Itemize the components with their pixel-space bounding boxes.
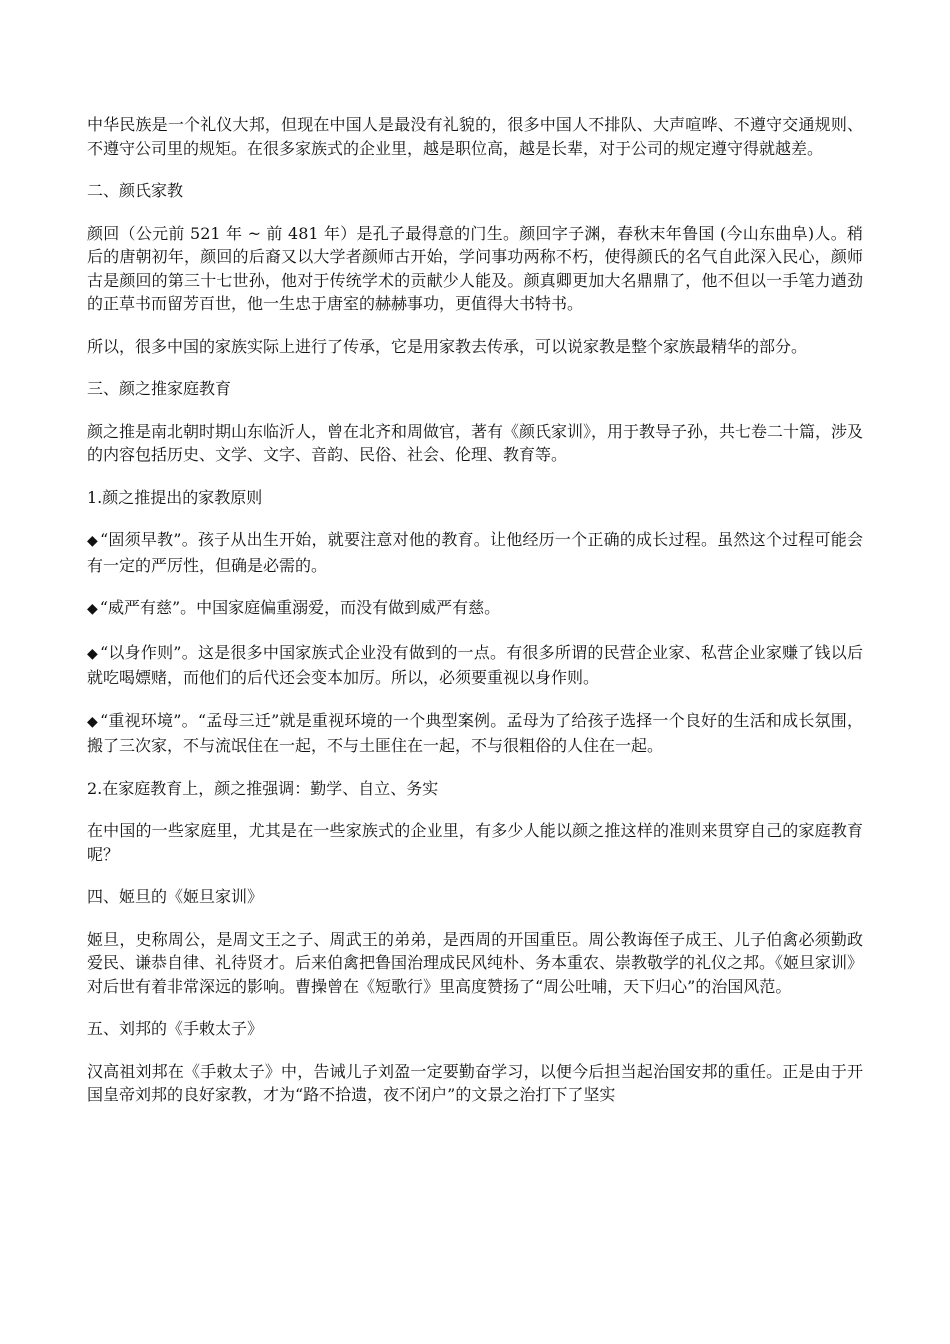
- family-education-question-paragraph: 在中国的一些家庭里，尤其是在一些家族式的企业里，有多少人能以颜之推这样的准则来贯穿自己的家庭教育呢？: [87, 821, 863, 864]
- ji-dan-paragraph: 姬旦，史称周公，是周文王之子、周武王的弟弟，是西周的开国重臣。周公教诲侄子成王、儿子伯禽必须勤政爱民、谦恭自律、礼待贤才。后来伯禽把鲁国治理成民风纯朴、务本重农、崇教敬学的礼仪之邦。《姬旦家训》对后世有着非常深远的影响。曹操曾在《短歌行》里高度赞扬了“周公吐哺，天下归心”的治国风范。: [87, 929, 864, 996]
- bullet-text: “固须早教”。孩子从出生开始，就要注意对他的教育。让他经历一个正确的成长过程。虽然这个过程可能会有一定的严厉性，但确是必需的。: [87, 530, 863, 575]
- section-heading-ji-dan: 四、姬旦的《姬旦家训》: [87, 887, 264, 906]
- document-page: [87, 113, 863, 1126]
- diamond-bullet-icon: ◆: [87, 713, 98, 730]
- bullet-text: “威严有慈”。中国家庭偏重溺爱，而没有做到威严有慈。: [99, 598, 501, 617]
- bullet-item: [87, 641, 863, 690]
- subheading-principles: 1.颜之推提出的家教原则: [87, 487, 263, 507]
- bullet-text: “重视环境”。“孟母三迁”就是重视环境的一个典型案例。孟母为了给孩子选择一个良好的生活和成长氛围，搬了三次家，不与流氓住在一起，不与土匪住在一起，不与很粗俗的人住在一起。: [87, 710, 863, 755]
- yan-hui-paragraph: 颜回（公元前 521 年 ~ 前 481 年）是孔子最得意的门生。颜回字子渊，春秋末年鲁国 (今山东曲阜)人。稍后的唐朝初年，颜回的后裔又以大学者颜师古开始，学问事功两称不朽，使得颜氏的名气自此深入民心，颜师古是颜回的第三十七世孙，他对于传统学术的贡献少人能及。颜真卿更加大名鼎鼎了，他不但以一手笔力遒劲的正草书而留芳百世，他一生忠于唐室的赫赫事功，更值得大书特书。: [87, 223, 863, 313]
- bullet-item: [87, 528, 863, 577]
- diamond-bullet-icon: ◆: [87, 601, 98, 617]
- section-heading-liu-bang: 五、刘邦的《手敕太子》: [87, 1019, 264, 1038]
- subheading-emphasis: 2.在家庭教育上，颜之推强调：勤学、自立、务实: [87, 778, 439, 798]
- bullet-item: [87, 596, 863, 622]
- diamond-bullet-icon: ◆: [87, 645, 98, 662]
- bullet-item: [87, 709, 863, 758]
- yan-zhitui-paragraph: 颜之推是南北朝时期山东临沂人，曾在北齐和周做官，著有《颜氏家训》，用于教导子孙，共七卷二十篇，涉及的内容包括历史、文学、文字、音韵、民俗、社会、伦理、教育等。: [87, 421, 864, 464]
- bullet-text: “以身作则”。这是很多中国家族式企业没有做到的一点。有很多所谓的民营企业家、私营企业家赚了钱以后就吃喝嫖赌，而他们的后代还会变本加厉。所以，必须要重视以身作则。: [87, 642, 863, 687]
- section-heading-yan-zhitui: 三、颜之推家庭教育: [87, 379, 232, 398]
- intro-paragraph: 中华民族是一个礼仪大邦，但现在中国人是最没有礼貌的，很多中国人不排队、大声喧哗、不遵守交通规则、不遵守公司里的规矩。在很多家族式的企业里，越是职位高，越是长辈，对于公司的规定遵守得就越差。: [87, 115, 863, 158]
- section-heading-yan-family: 二、颜氏家教: [87, 181, 184, 200]
- diamond-bullet-icon: ◆: [87, 533, 98, 549]
- liu-bang-paragraph: 汉高祖刘邦在《手敕太子》中，告诫儿子刘盈一定要勤奋学习，以便今后担当起治国安邦的重任。正是由于开国皇帝刘邦的良好家教，才为“路不拾遗，夜不闭户”的文景之治打下了坚实: [87, 1061, 863, 1104]
- family-inheritance-paragraph: 所以，很多中国的家族实际上进行了传承，它是用家教去传承，可以说家教是整个家族最精华的部分。: [87, 336, 808, 356]
